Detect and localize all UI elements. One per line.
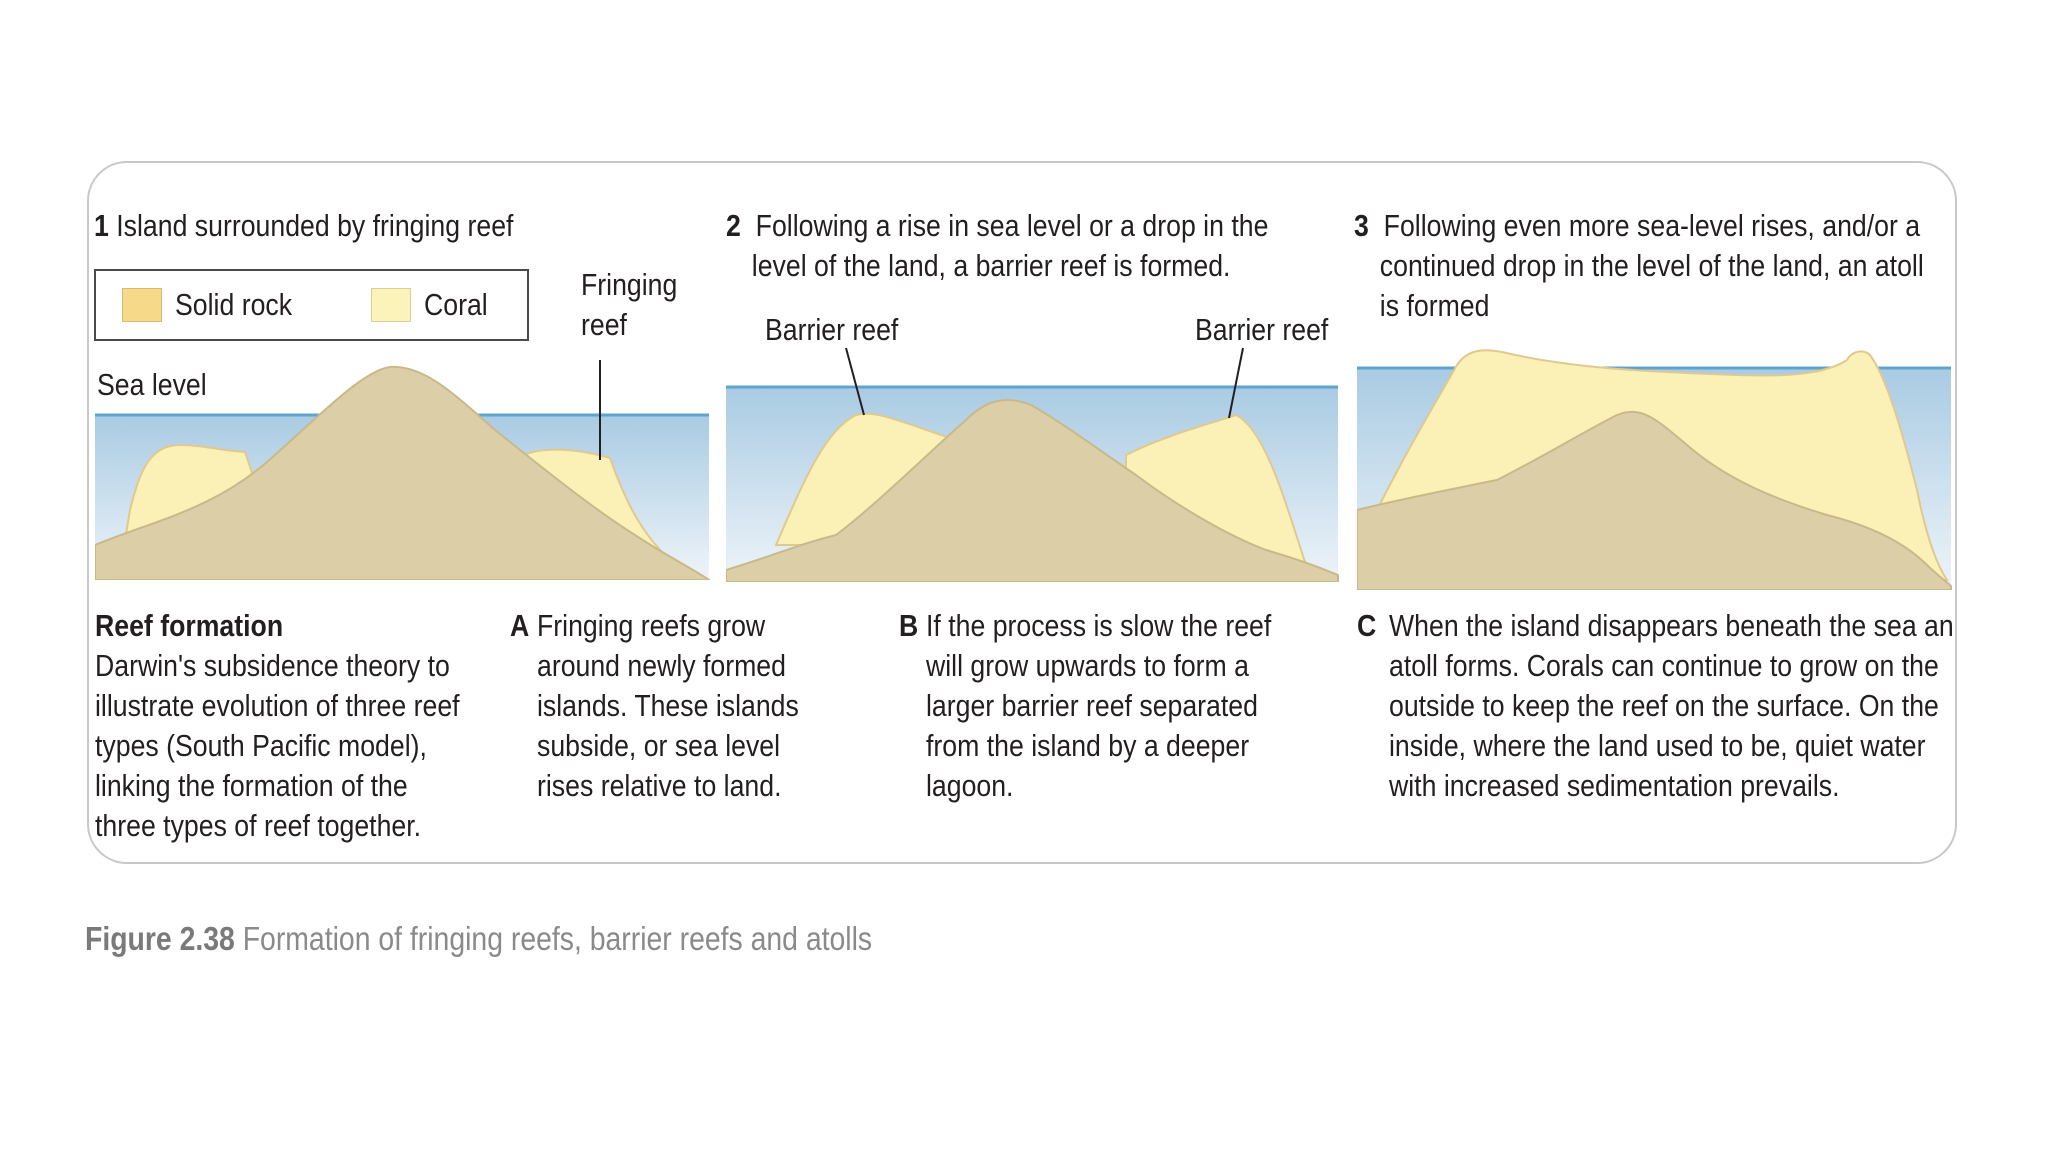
solid-rock-swatch <box>122 288 162 322</box>
panel-3-heading-line-1 <box>1354 206 1924 246</box>
note-b-line-3: larger barrier reef separated <box>926 688 1258 723</box>
note-b-letter: B <box>899 608 919 643</box>
reef-formation-line-5: three types of reef together. <box>95 808 422 843</box>
note-a-line-3: islands. These islands <box>537 688 799 723</box>
sea-level-label: Sea level <box>97 367 207 402</box>
panel-2-scene <box>726 345 1340 582</box>
barrier-reef-label-right: Barrier reef <box>1195 312 1329 347</box>
reef-formation-title: Reef formation <box>95 608 284 643</box>
legend-solid-rock-label: Solid rock <box>175 287 293 322</box>
panel-1-heading <box>94 206 513 246</box>
note-c-line-5: with increased sedimentation prevails. <box>1389 768 1840 803</box>
reef-formation-line-3: types (South Pacific model), <box>95 728 427 763</box>
note-a-line-5: rises relative to land. <box>537 768 782 803</box>
figure-caption <box>85 919 872 959</box>
reef-formation-line-1: Darwin's subsidence theory to <box>95 648 450 683</box>
panel-1-number: 1 <box>94 208 109 243</box>
note-c-line-4: inside, where the land used to be, quiet water <box>1389 728 1926 763</box>
fringing-reef-label-line-2: reef <box>581 307 627 342</box>
note-b-line-5: lagoon. <box>926 768 1014 803</box>
note-a-letter: A <box>510 608 530 643</box>
note-a-line-4: subside, or sea level <box>537 728 781 763</box>
figure-caption-label: Figure 2.38 <box>85 920 235 957</box>
note-b-line-4: from the island by a deeper <box>926 728 1250 763</box>
note-c-letter: C <box>1357 608 1377 643</box>
panel-2-heading-line-2: level of the land, a barrier reef is formed. <box>751 248 1231 283</box>
fringing-reef-label-line-1: Fringing <box>581 267 678 302</box>
panel-2-heading-text-1: Following a rise in sea level or a drop in the <box>755 208 1269 243</box>
legend-coral-label: Coral <box>424 287 488 322</box>
fringing-reef-label <box>581 265 677 345</box>
panel-3-number: 3 <box>1354 208 1369 243</box>
note-c-line-2: atoll forms. Corals can continue to grow on the <box>1389 648 1939 683</box>
note-b-line-1: If the process is slow the reef <box>926 608 1272 643</box>
note-a-line-2: around newly formed <box>537 648 786 683</box>
note-c-line-1: When the island disappears beneath the sea an <box>1389 608 1954 643</box>
coral-swatch <box>371 288 411 322</box>
note-a-line-1: Fringing reefs grow <box>537 608 766 643</box>
panel-2-heading <box>726 206 1268 286</box>
panel-3-heading-text-1: Following even more sea-level rises, and/or a <box>1383 208 1921 243</box>
panel-2-heading-line-1 <box>726 206 1268 246</box>
note-b-line-2: will grow upwards to form a <box>926 648 1249 683</box>
reef-formation-note <box>95 606 460 846</box>
panel-3-heading-line-3: is formed <box>1379 288 1490 323</box>
panel-3-heading-line-2: continued drop in the level of the land, an atoll <box>1379 248 1924 283</box>
panel-1-heading-text: Island surrounded by fringing reef <box>116 208 514 243</box>
reef-formation-line-4: linking the formation of the <box>95 768 408 803</box>
note-c-line-3: outside to keep the reef on the surface. On the <box>1389 688 1939 723</box>
note-a <box>537 606 799 806</box>
figure-caption-text: Formation of fringing reefs, barrier reefs and atolls <box>234 920 873 957</box>
reef-formation-line-2: illustrate evolution of three reef <box>95 688 460 723</box>
legend <box>94 269 529 341</box>
panel-3-heading <box>1354 206 1924 326</box>
note-c <box>1389 606 1954 806</box>
panel-1-scene <box>95 360 711 580</box>
panel-2-number: 2 <box>726 208 741 243</box>
barrier-reef-label-left: Barrier reef <box>765 312 899 347</box>
panel-3-scene <box>1357 340 1953 590</box>
note-b <box>926 606 1271 806</box>
